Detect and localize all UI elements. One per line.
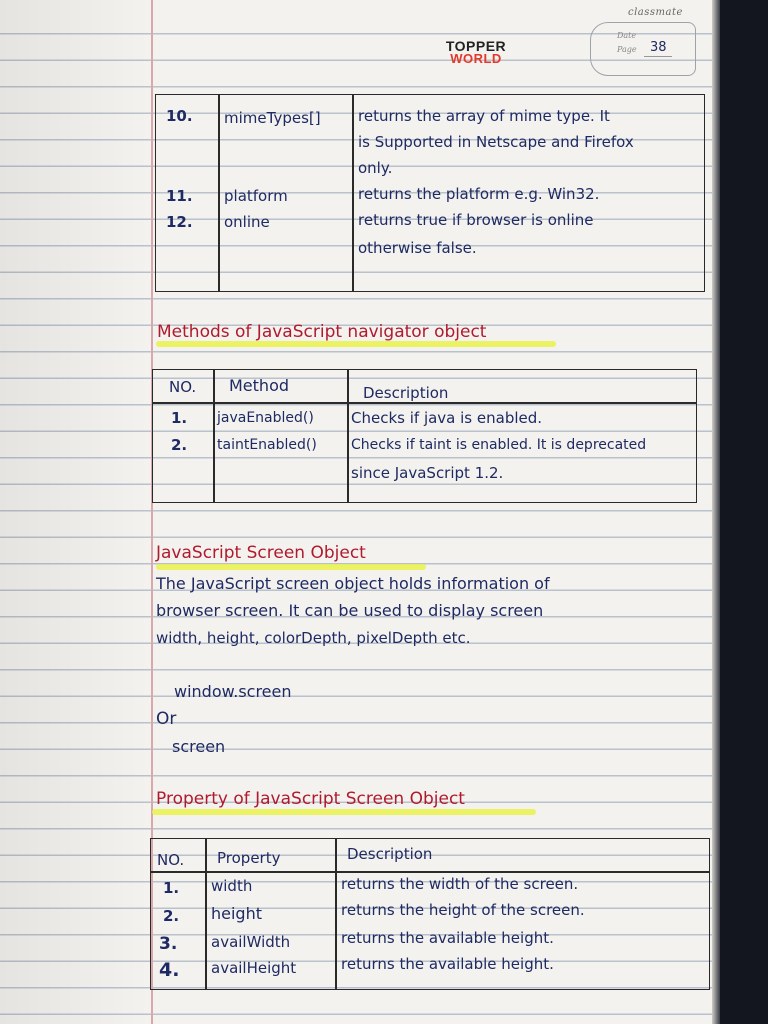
or-text: Or: [156, 709, 177, 729]
property-name: platform: [224, 187, 288, 205]
row-number: 2.: [171, 436, 188, 454]
column-divider: [218, 95, 220, 291]
description-line: Checks if taint is enabled. It is deprecated: [351, 437, 647, 453]
heading-highlight: [152, 809, 536, 815]
description-text: returns the available height.: [341, 929, 554, 947]
row-number: 1.: [163, 879, 180, 897]
description-line: only.: [358, 159, 393, 177]
method-name: javaEnabled(): [217, 410, 314, 426]
navigator-properties-table: [155, 94, 705, 292]
description-line: since JavaScript 1.2.: [351, 464, 504, 482]
description-line: returns the array of mime type. It: [358, 107, 610, 125]
description-line: returns true if browser is online: [358, 211, 594, 229]
screen-properties-table: [150, 838, 710, 990]
property-name: availWidth: [211, 933, 291, 951]
description-line: returns the platform e.g. Win32.: [358, 185, 600, 203]
section-heading: Methods of JavaScript navigator object: [157, 322, 487, 342]
description-text: returns the width of the screen.: [341, 875, 579, 893]
column-divider: [205, 839, 207, 989]
navigator-methods-table: [152, 369, 697, 503]
header-no: NO.: [169, 378, 197, 396]
row-number: 10.: [166, 107, 193, 125]
page-label: Page: [617, 45, 637, 54]
property-name: availHeight: [211, 959, 297, 977]
header-description: Description: [363, 384, 449, 402]
method-name: taintEnabled(): [217, 437, 317, 453]
logo-line-1: TOPPER: [445, 38, 507, 54]
property-name: height: [211, 904, 262, 923]
topperworld-logo: [436, 38, 516, 66]
description-line: Checks if java is enabled.: [351, 409, 543, 427]
date-page-box: [590, 22, 696, 76]
header-property: Property: [217, 849, 281, 867]
section-heading: Property of JavaScript Screen Object: [156, 789, 465, 809]
row-number: 4.: [159, 959, 180, 981]
description-line: is Supported in Netscape and Firefox: [358, 133, 634, 151]
column-divider: [352, 95, 354, 291]
row-number: 3.: [159, 934, 178, 954]
header-description: Description: [347, 845, 433, 863]
code-example: screen: [172, 737, 226, 756]
property-name: online: [224, 213, 270, 231]
date-label: Date: [617, 31, 637, 40]
logo-line-2: WORLD: [450, 51, 502, 66]
header-method: Method: [229, 376, 290, 395]
description-text: returns the available height.: [341, 955, 554, 973]
column-divider: [347, 370, 349, 502]
header-no: NO.: [157, 851, 185, 869]
paragraph-line: width, height, colorDepth, pixelDepth etc.: [156, 629, 471, 647]
section-heading: JavaScript Screen Object: [156, 543, 366, 563]
column-divider: [213, 370, 215, 502]
row-number: 2.: [163, 907, 180, 925]
heading-highlight: [156, 564, 426, 570]
column-divider: [335, 839, 337, 989]
page-number-underline: [644, 56, 672, 57]
paragraph-line: The JavaScript screen object holds information of: [156, 574, 550, 593]
notebook-brand: classmate: [628, 7, 683, 18]
property-name: width: [211, 877, 253, 895]
property-name: mimeTypes[]: [224, 109, 321, 127]
row-number: 1.: [171, 409, 188, 427]
page-number: 38: [650, 40, 667, 55]
paragraph-line: browser screen. It can be used to display screen: [156, 601, 544, 620]
row-number: 12.: [166, 213, 193, 231]
description-text: returns the height of the screen.: [341, 901, 585, 919]
row-number: 11.: [166, 187, 193, 205]
code-example: window.screen: [174, 682, 292, 701]
description-line: otherwise false.: [358, 239, 477, 257]
notebook-binding-edge: [712, 0, 768, 1024]
